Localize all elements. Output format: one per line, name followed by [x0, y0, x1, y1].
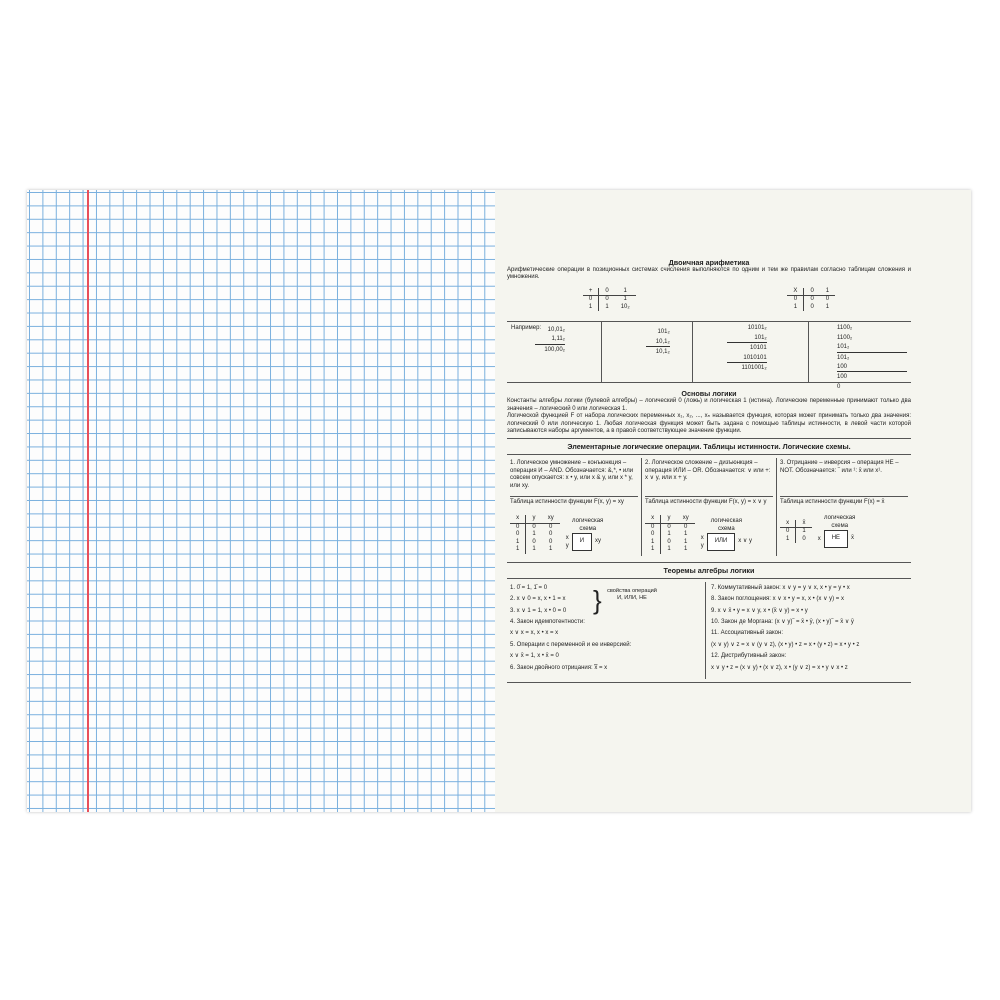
truth-table-cell: 1 — [684, 531, 688, 538]
logic-text-1: Константы алгебры логики (булевой алгебры) – логический 0 (ложь) и логическая 1 (истина). Логические переменные принимают только два значения – логический 0 или логическая 1. — [507, 398, 911, 412]
theorem-right-item: 11. Ассоциативный закон: — [711, 630, 783, 637]
example-mul-line: 1010101 — [727, 355, 767, 363]
example-add-line: 100,00₂ — [544, 346, 565, 353]
binary-tables — [507, 288, 911, 312]
example-div-line: 101₂ — [837, 344, 907, 352]
multiplication-cell: 0 — [804, 288, 820, 296]
truth-table-cell: xy — [542, 515, 560, 523]
logic-title: Основы логики — [681, 389, 737, 399]
truth-table-cell: 0 — [510, 531, 526, 539]
theorem-right-item: 12. Дистрибутивный закон: — [711, 653, 787, 660]
addition-cell: 10₂ — [620, 303, 630, 310]
truth-table-label: Таблица истинности функции F(x, y) = x ∨ y — [645, 496, 773, 515]
truth-table-cell: 0 — [667, 523, 671, 530]
truth-table-cell: 0 — [549, 523, 553, 530]
addition-cell: 0 — [605, 296, 609, 303]
example-div-line: 1100₂ — [837, 334, 853, 341]
truth-table-cell: y — [526, 515, 542, 523]
example-mul-line: 1101001₂ — [741, 364, 767, 371]
truth-table-cell: 0 — [510, 523, 526, 531]
logic-op-desc: 1. Логическое умножение – конъюнкция – операция И – AND. Обозначается: &,*, • или совсем опускается: x • y, или x & y, или x * y, или xy. — [510, 460, 634, 489]
truth-table-cell: xy — [677, 515, 695, 523]
logic-gate: ИЛИ — [707, 533, 736, 550]
theorem-left-item: 2. x ∨ 0 = x, x • 1 = x — [510, 596, 566, 603]
truth-table-cell: 1 — [645, 539, 661, 547]
theorem-right-item: (x ∨ y) ∨ z = x ∨ (y ∨ z), (x • y) • z = x • (y • z) = x • y • z — [711, 641, 860, 648]
theorem-right-item: 9. x ∨ x̄ • y = x ∨ y, x • (x̄ ∨ y) = x • y — [711, 607, 808, 614]
truth-table-cell: 0 — [549, 531, 553, 538]
logic-scheme — [818, 515, 862, 547]
logic-operations — [507, 458, 911, 556]
multiplication-cell: 0 — [825, 296, 830, 303]
truth-table-cell: y — [661, 515, 677, 523]
addition-table — [583, 288, 636, 312]
addition-cell: 1 — [605, 303, 609, 310]
theorem-right-item: 8. Закон поглощения: x ∨ x • y = x, x • (x ∨ y) = x — [711, 596, 844, 603]
truth-table-cell: x — [510, 515, 526, 523]
addition-cell: 1 — [623, 296, 627, 303]
multiplication-cell: 1 — [787, 304, 804, 312]
example-mul-line: 10101 — [750, 345, 767, 352]
truth-table-cell: 0 — [532, 538, 536, 545]
addition-cell: 0 — [599, 288, 615, 296]
truth-table-cell: 0 — [667, 538, 671, 545]
multiplication-cell: X — [787, 288, 804, 296]
truth-table-label: Таблица истинности функции F(x) = x̄ — [780, 496, 908, 515]
binary-title: Двоичная арифметика — [668, 258, 750, 267]
truth-table-cell: 1 — [684, 546, 688, 553]
example-div-line: 0 — [837, 383, 841, 390]
example-div — [808, 322, 911, 390]
example-sub-body — [646, 329, 670, 356]
ops-title: Элементарные логические операции. Таблицы истинности. Логические схемы. — [567, 442, 851, 452]
example-sub-line: 101₂ — [657, 329, 670, 336]
theorems-left-list — [510, 585, 702, 672]
scheme-label: логическая схема — [572, 518, 604, 532]
truth-table-cell: 0 — [532, 523, 536, 530]
theorem-left-item: 6. Закон двойного отрицания: x̿ = x — [510, 664, 608, 671]
example-sub-line: 10,1₂ — [646, 339, 670, 347]
red-margin-line — [87, 190, 89, 812]
example-add-line: 10,01₂ — [547, 326, 565, 333]
brace-note: свойства операций И, ИЛИ, НЕ — [607, 587, 657, 601]
theorem-left-item: 3. x ∨ 1 = 1, x • 0 = 0 — [510, 607, 567, 614]
example-div-line: 101₂ — [837, 354, 850, 361]
theorem-right-item: x ∨ y • z = (x ∨ y) • (x ∨ z), x • (y ∨ z) = x • y ∨ x • z — [711, 664, 848, 671]
reference-content — [507, 258, 911, 683]
example-mul — [692, 322, 808, 382]
truth-table-cell: 0 — [549, 538, 553, 545]
example-mul-body — [727, 325, 767, 372]
example-mul-line: 10101₂ — [747, 325, 767, 332]
gate-inputs: x y — [565, 535, 569, 549]
truth-table-cell: 0 — [802, 535, 806, 542]
example-div-line: 100 — [837, 374, 848, 381]
theorems-title: Теоремы алгебры логики — [663, 565, 755, 575]
logic-op-desc: 2. Логическое сложение – дизъюнкция – операция ИЛИ – OR. Обозначается: ∨ или +: x ∨ y, или x + y. — [645, 460, 771, 482]
gate-output: x ∨ y — [738, 538, 752, 545]
addition-cell: + — [583, 288, 599, 296]
truth-table-cell: 1 — [532, 546, 536, 553]
example-div-body — [837, 325, 907, 391]
multiplication-cell: 0 — [787, 296, 804, 304]
logic-text-2: Логической функцией F от набора логических переменных x₁, x₂, ..., xₙ называется функция, которая может принимать только два значения: логический 0 или логическую 1. Любая логическая функция может быть задана с помощью таблицы истинности, в левой части которой записываются наборы аргументов, а в правой соответствующее значение функции. — [507, 413, 911, 434]
multiplication-table — [787, 288, 835, 312]
truth-table-cell: 1 — [510, 546, 526, 554]
brace-mark: } — [593, 584, 602, 615]
theorem-right-item: 10. Закон де Моргана: (x ∨ y)‾ = x̄ • ȳ, (x • y)‾ = x̄ ∨ ȳ — [711, 619, 854, 626]
logic-op-1 — [507, 458, 641, 556]
truth-table-cell: 1 — [532, 531, 536, 538]
theorem-left-item: x ∨ x = x, x • x = x — [510, 630, 559, 637]
addition-cell: 1 — [583, 304, 599, 312]
example-div-line: 100 — [837, 364, 907, 372]
truth-table-cell: x̄ — [796, 520, 812, 528]
truth-table-cell: x — [645, 515, 661, 523]
gate-output: x̄ — [851, 535, 855, 542]
scheme-label: логическая схема — [824, 515, 856, 529]
truth-table-cell: 1 — [667, 546, 671, 553]
example-add — [507, 322, 601, 382]
truth-table-cell: 1 — [667, 531, 671, 538]
truth-table-cell: 1 — [645, 546, 661, 554]
truth-table-label: Таблица истинности функции F(x, y) = xy — [510, 496, 638, 515]
logic-scheme — [566, 518, 610, 550]
graph-paper-page — [27, 190, 495, 812]
example-add-line: 1,11₂ — [535, 336, 565, 344]
scheme-label: логическая схема — [710, 518, 742, 532]
theorem-right-item: 7. Коммутативный закон: x ∨ y = y ∨ x, x • y = y • x — [711, 584, 850, 591]
logic-scheme — [701, 518, 752, 550]
gate-inputs: x y — [700, 535, 704, 549]
theorem-left-item: 1. 0̄ = 1, 1̄ = 0 — [510, 584, 548, 591]
logic-op-3 — [776, 458, 911, 556]
addition-cell: 1 — [615, 288, 636, 296]
theorem-left-item: x ∨ x̄ = 1, x • x̄ = 0 — [510, 653, 559, 660]
truth-table-cell: 1 — [802, 528, 806, 535]
truth-table-cell: 1 — [684, 538, 688, 545]
theorems-left — [507, 582, 705, 679]
theorems-right-list — [711, 585, 906, 672]
truth-table — [645, 515, 695, 554]
gate-inputs: x — [817, 535, 821, 542]
addition-cell: 0 — [583, 296, 599, 304]
example-sub-line: 10,1₂ — [655, 349, 670, 356]
binary-intro: Арифметические операции в позиционных системах счисления выполняются по одним и тем же правилам согласно таблицам сложения и умножения. — [507, 267, 911, 281]
truth-table-cell: 0 — [684, 523, 688, 530]
truth-table — [780, 520, 812, 544]
logic-op-2 — [641, 458, 776, 556]
theorem-left-item: 4. Закон идемпотентности: — [510, 619, 585, 626]
truth-table — [510, 515, 560, 554]
example-mul-line: 101₂ — [727, 335, 767, 343]
multiplication-cell: 1 — [820, 288, 835, 296]
logic-gate: НЕ — [824, 530, 848, 547]
truth-table-cell: 1 — [549, 546, 553, 553]
theorem-left-item: 5. Операции с переменной и ее инверсией: — [510, 641, 632, 648]
example-sub — [601, 322, 692, 382]
example-div-line: 1100₂ — [837, 325, 853, 332]
logic-op-desc: 3. Отрицание – инверсия – операция НЕ – NOT. Обозначается: ‾ или ¹: x̄ или x¹. — [780, 460, 899, 474]
truth-table-cell: 0 — [645, 531, 661, 539]
logic-gate: И — [572, 533, 592, 550]
truth-table-cell: x — [780, 520, 796, 528]
multiplication-cell: 1 — [825, 303, 830, 310]
gate-output: xy — [595, 538, 601, 545]
truth-table-cell: 0 — [780, 528, 796, 536]
multiplication-cell: 0 — [810, 303, 814, 310]
truth-table-cell: 1 — [780, 536, 796, 544]
theorems-body — [507, 582, 911, 683]
multiplication-cell: 0 — [810, 296, 814, 303]
examples-row — [507, 321, 911, 390]
theorems-right — [705, 582, 911, 679]
example-label: Например: — [511, 325, 542, 332]
truth-table-cell: 1 — [510, 539, 526, 547]
truth-table-cell: 0 — [645, 523, 661, 531]
